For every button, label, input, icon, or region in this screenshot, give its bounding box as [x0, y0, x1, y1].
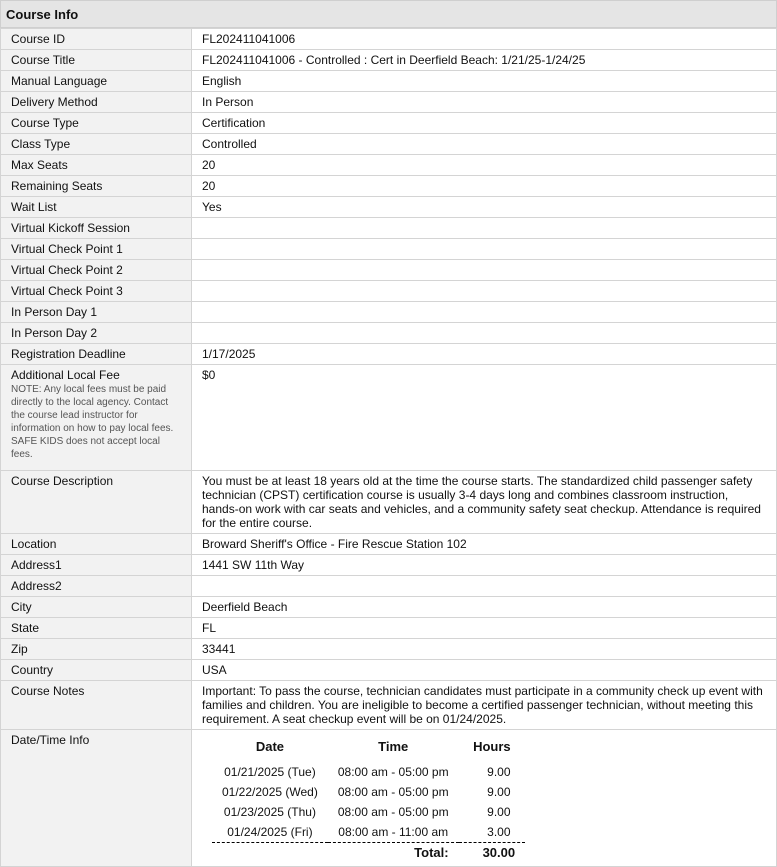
schedule-row — [212, 822, 525, 843]
field-label: Zip — [1, 639, 192, 660]
schedule-row — [212, 782, 525, 802]
field-value-max-seats: 20 — [192, 155, 777, 176]
table-row — [1, 29, 777, 50]
field-label: In Person Day 2 — [1, 323, 192, 344]
schedule-hours: 9.00 — [487, 765, 511, 779]
table-row — [1, 239, 777, 260]
field-label: Delivery Method — [1, 92, 192, 113]
field-value-course-description: You must be at least 18 years old at the time the course starts. The standardized child passenger safety technician (CPST) certification course is usually 3-4 days long and combines classroom instruction, hands-on work with car seats and vehicles, and a community safety seat checkup. Attendance is required for the entire course. — [192, 471, 777, 534]
field-value-check-point-3 — [192, 281, 777, 302]
field-label: Location — [1, 534, 192, 555]
field-value-class-type: Controlled — [192, 134, 777, 155]
field-label: Class Type — [1, 134, 192, 155]
field-label: Course Notes — [1, 681, 192, 730]
total-label: Total: — [328, 843, 459, 864]
column-header-date: Date — [255, 739, 285, 754]
schedule-time: 08:00 am - 05:00 pm — [337, 805, 449, 819]
table-row — [1, 218, 777, 239]
table-row — [1, 618, 777, 639]
table-row — [1, 197, 777, 218]
column-header-hours: Hours — [473, 739, 511, 754]
column-header-time: Time — [378, 739, 409, 754]
field-label: Address1 — [1, 555, 192, 576]
total-hours: 30.00 — [459, 843, 526, 864]
schedule-time: 08:00 am - 05:00 pm — [337, 785, 449, 799]
table-row — [1, 71, 777, 92]
schedule-date: 01/24/2025 (Fri) — [227, 825, 313, 839]
table-row — [1, 260, 777, 281]
field-value-address2 — [192, 576, 777, 597]
schedule-hours: 9.00 — [487, 805, 511, 819]
schedule-time: 08:00 am - 11:00 am — [338, 825, 449, 839]
field-label: Date/Time Info — [1, 730, 192, 867]
field-label: Course ID — [1, 29, 192, 50]
schedule-date: 01/21/2025 (Tue) — [224, 765, 316, 779]
field-value-location: Broward Sheriff's Office - Fire Rescue Station 102 — [192, 534, 777, 555]
field-label: Additional Local Fee — [11, 368, 120, 382]
field-label: Wait List — [1, 197, 192, 218]
table-row — [1, 176, 777, 197]
field-value-in-person-day-1 — [192, 302, 777, 323]
field-label: Virtual Check Point 2 — [1, 260, 192, 281]
field-label: Remaining Seats — [1, 176, 192, 197]
field-label: Manual Language — [1, 71, 192, 92]
table-row — [1, 471, 777, 534]
field-label: Address2 — [1, 576, 192, 597]
table-row — [1, 323, 777, 344]
field-value-manual-language: English — [192, 71, 777, 92]
field-label: In Person Day 1 — [1, 302, 192, 323]
table-row — [1, 730, 777, 867]
field-value-virtual-kickoff — [192, 218, 777, 239]
field-value-local-fee: $0 — [192, 365, 777, 471]
field-label: Course Title — [1, 50, 192, 71]
field-value-check-point-1 — [192, 239, 777, 260]
table-row — [1, 155, 777, 176]
table-row — [1, 576, 777, 597]
schedule-date: 01/22/2025 (Wed) — [222, 785, 318, 799]
field-value-wait-list: Yes — [192, 197, 777, 218]
field-label: Virtual Kickoff Session — [1, 218, 192, 239]
course-info-table — [0, 28, 777, 867]
field-value-zip: 33441 — [192, 639, 777, 660]
table-row — [1, 344, 777, 365]
field-value-check-point-2 — [192, 260, 777, 281]
field-value-remaining-seats: 20 — [192, 176, 777, 197]
field-value-country: USA — [192, 660, 777, 681]
field-label: City — [1, 597, 192, 618]
table-row — [1, 534, 777, 555]
datetime-cell — [192, 730, 777, 867]
table-row — [1, 639, 777, 660]
table-row — [1, 281, 777, 302]
schedule-row — [212, 802, 525, 822]
table-row — [1, 660, 777, 681]
field-label: State — [1, 618, 192, 639]
field-label: Registration Deadline — [1, 344, 192, 365]
field-value-course-id: FL202411041006 — [192, 29, 777, 50]
field-value-registration-deadline: 1/17/2025 — [192, 344, 777, 365]
schedule-row — [212, 762, 525, 782]
schedule-table — [212, 738, 525, 863]
field-label: Country — [1, 660, 192, 681]
table-row — [1, 92, 777, 113]
schedule-time: 08:00 am - 05:00 pm — [337, 765, 449, 779]
field-label: Course Description — [1, 471, 192, 534]
field-label: Virtual Check Point 3 — [1, 281, 192, 302]
table-row — [1, 555, 777, 576]
field-label: Virtual Check Point 1 — [1, 239, 192, 260]
field-value-state: FL — [192, 618, 777, 639]
table-row — [1, 302, 777, 323]
table-row — [1, 681, 777, 730]
schedule-date: 01/23/2025 (Thu) — [223, 805, 316, 819]
local-fee-label-cell — [1, 365, 192, 471]
panel-title: Course Info — [0, 0, 777, 28]
schedule-hours: 3.00 — [487, 825, 511, 839]
schedule-hours: 9.00 — [487, 785, 511, 799]
field-label: Max Seats — [1, 155, 192, 176]
field-value-delivery-method: In Person — [192, 92, 777, 113]
table-row — [1, 50, 777, 71]
table-row — [1, 365, 777, 471]
field-value-address1: 1441 SW 11th Way — [192, 555, 777, 576]
table-row — [1, 134, 777, 155]
schedule-total-row — [212, 843, 525, 864]
field-value-in-person-day-2 — [192, 323, 777, 344]
field-value-course-title: FL202411041006 - Controlled : Cert in Deerfield Beach: 1/21/25-1/24/25 — [192, 50, 777, 71]
field-value-city: Deerfield Beach — [192, 597, 777, 618]
field-value-course-type: Certification — [192, 113, 777, 134]
field-label: Course Type — [1, 113, 192, 134]
local-fee-note: NOTE: Any local fees must be paid directly to the local agency. Contact the course lead instructor for information on how to pay local fees. SAFE KIDS does not accept local fees. — [11, 384, 174, 460]
table-row — [1, 597, 777, 618]
table-row — [1, 113, 777, 134]
field-value-course-notes: Important: To pass the course, technician candidates must participate in a community check up event with families and children. You are ineligible to become a certified passenger technician, without meeting this requirement. A seat checkup event will be on 01/24/2025. — [192, 681, 777, 730]
